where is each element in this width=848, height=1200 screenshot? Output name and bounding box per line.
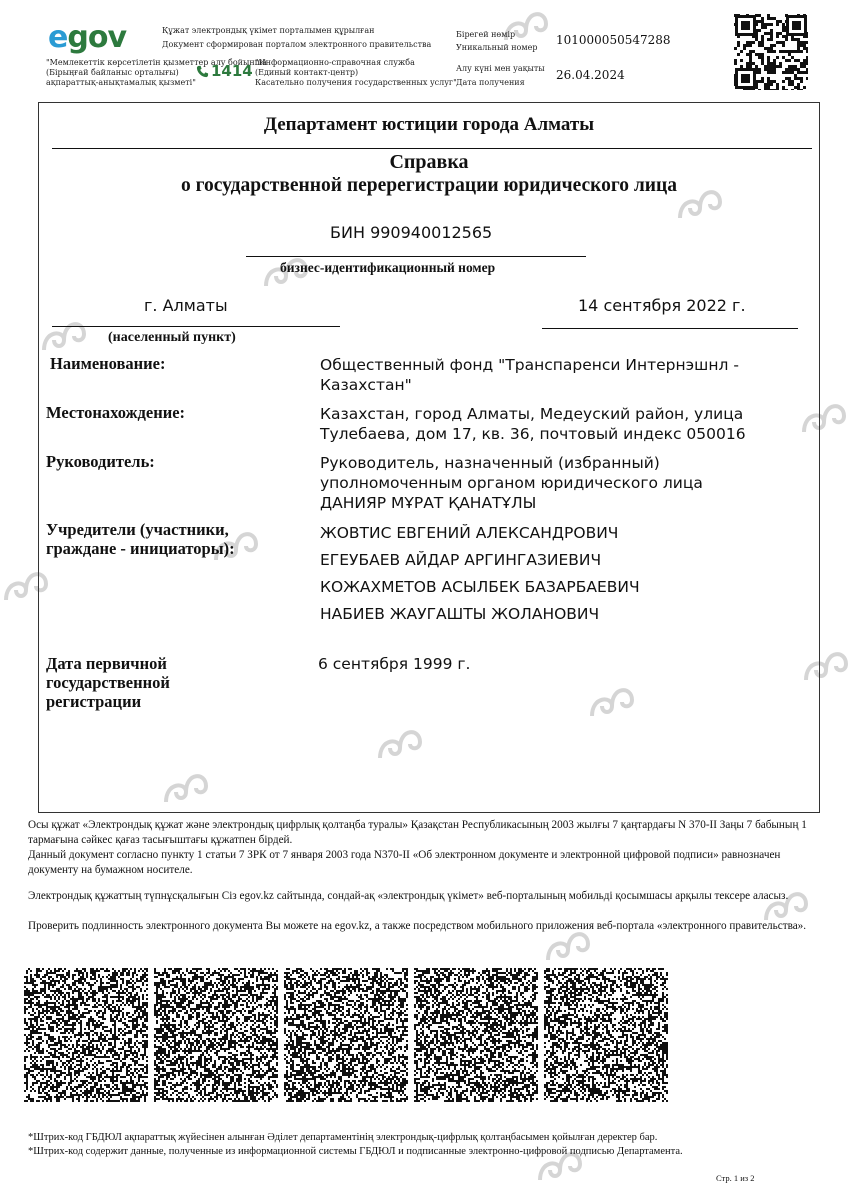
legal-note-ru: Данный документ согласно пункту 1 статьи 7 ЗРК от 7 января 2003 года N370-II «Об электронном документе и электронной цифровой подписи» равнозначен документу на бумажном носителе.	[28, 849, 781, 876]
registration-label: Дата первичной государственной регистрации	[46, 654, 170, 711]
bin-caption: бизнес-идентификационный номер	[280, 260, 496, 275]
qr-code	[734, 14, 808, 90]
barcode-note-kz: *Штрих-код ГБДЮЛ ақпараттық жүйесінен алынған Әділет департаментінің электрондық-цифрлық қолтаңбасымен қойылған деректер бар.	[28, 1132, 658, 1143]
document-subtitle: о государственной перерегистрации юридического лица	[180, 175, 677, 196]
barcode-block	[414, 968, 538, 1102]
founder-item: ЖОВТИС ЕВГЕНИЙ АЛЕКСАНДРОВИЧ	[320, 524, 619, 542]
city-value: г. Алматы	[144, 296, 228, 315]
date-label-kz: Алу күні мен уақыты	[456, 64, 545, 73]
founders-label: Учредители (участники, граждане - инициаторы):	[46, 520, 235, 558]
service-note-kz: "Мемлекеттік көрсетілетін қызметтер алу бойынша (Бірыңғай байланыс орталығы) ақпараттық-анықтамалық қызметі"	[46, 58, 267, 87]
bin-underline	[246, 256, 586, 257]
head-label: Руководитель:	[46, 452, 155, 471]
barcode-note-ru: *Штрих-код содержит данные, полученные из информационной системы ГБДЮЛ и подписанные электронно-цифровой подписью Департамента.	[28, 1146, 683, 1157]
date-underline	[542, 328, 798, 329]
egov-logo: egov	[48, 20, 126, 55]
location-label: Местонахождение:	[46, 403, 186, 422]
founder-item: НАБИЕВ ЖАУГАШТЫ ЖОЛАНОВИЧ	[320, 605, 600, 623]
barcode-block	[284, 968, 408, 1102]
bin-value: БИН 990940012565	[330, 223, 493, 242]
page-number: Стр. 1 из 2	[716, 1173, 755, 1183]
barcode-block	[544, 968, 668, 1102]
barcode-block	[24, 968, 148, 1102]
founder-item: ЕГЕУБАЕВ АЙДАР АРГИНГАЗИЕВИЧ	[320, 551, 602, 569]
department-title: Департамент юстиции города Алматы	[263, 114, 595, 135]
city-underline	[52, 326, 340, 327]
founder-item: КОЖАХМЕТОВ АСЫЛБЕК БАЗАРБАЕВИЧ	[320, 578, 640, 596]
date-label-ru: Дата получения	[456, 78, 525, 87]
document-title: Справка	[389, 151, 469, 173]
location-value: Казахстан, город Алматы, Медеуский район, улица Тулебаева, дом 17, кв. 36, почтовый индекс 050016	[320, 405, 746, 443]
head-name: ДАНИЯР МҰРАТ ҚАНАТҰЛЫ	[320, 494, 537, 512]
verify-note-kz: Электрондық құжаттың түпнұсқалығын Сіз egov.kz сайтында, сондай-ақ «электрондық үкімет» веб-порталының мобильді қосымшасы арқылы тексере аласыз.	[28, 890, 789, 902]
name-value: Общественный фонд "Транспаренси Интернэшнл - Казахстан"	[320, 356, 739, 394]
barcode-strip	[24, 968, 668, 1102]
uid-label-kz: Бірегей нөмір	[456, 30, 516, 39]
portal-note-ru: Документ сформирован порталом электронного правительства	[162, 40, 432, 49]
issue-date: 14 сентября 2022 г.	[578, 296, 746, 315]
divider-line	[52, 148, 812, 149]
registration-date: 6 сентября 1999 г.	[318, 655, 471, 673]
uid-value: 101000050547288	[556, 33, 671, 47]
barcode-block	[154, 968, 278, 1102]
phone-icon	[196, 65, 209, 78]
legal-note-kz: Осы құжат «Электрондық құжат және электрондық цифрлық қолтаңба туралы» Қазақстан Республикасының 2003 жылғы 7 қаңтардағы N 370-II Заңы 7 бабының 1 тармағына сәйкес қағаз тасығыштағы құжатпен бірдей.	[28, 819, 807, 846]
head-position: Руководитель, назначенный (избранный) уполномоченным органом юридического лица	[320, 454, 703, 492]
name-label: Наименование:	[50, 354, 166, 373]
uid-label-ru: Уникальный номер	[456, 43, 538, 52]
city-caption: (населенный пункт)	[108, 330, 236, 345]
portal-note-kz: Құжат электрондық үкімет порталымен құрылған	[162, 26, 375, 35]
contact-phone: 1414	[196, 62, 253, 80]
verify-note-ru: Проверить подлинность электронного документа Вы можете на egov.kz, а также посредством мобильного приложения веб-портала «электронного правительства».	[28, 920, 807, 932]
date-value: 26.04.2024	[556, 68, 625, 82]
service-note-ru: "Информационно-справочная служба (Единый контакт-центр) Касательно получения государственных услуг"	[255, 58, 457, 87]
